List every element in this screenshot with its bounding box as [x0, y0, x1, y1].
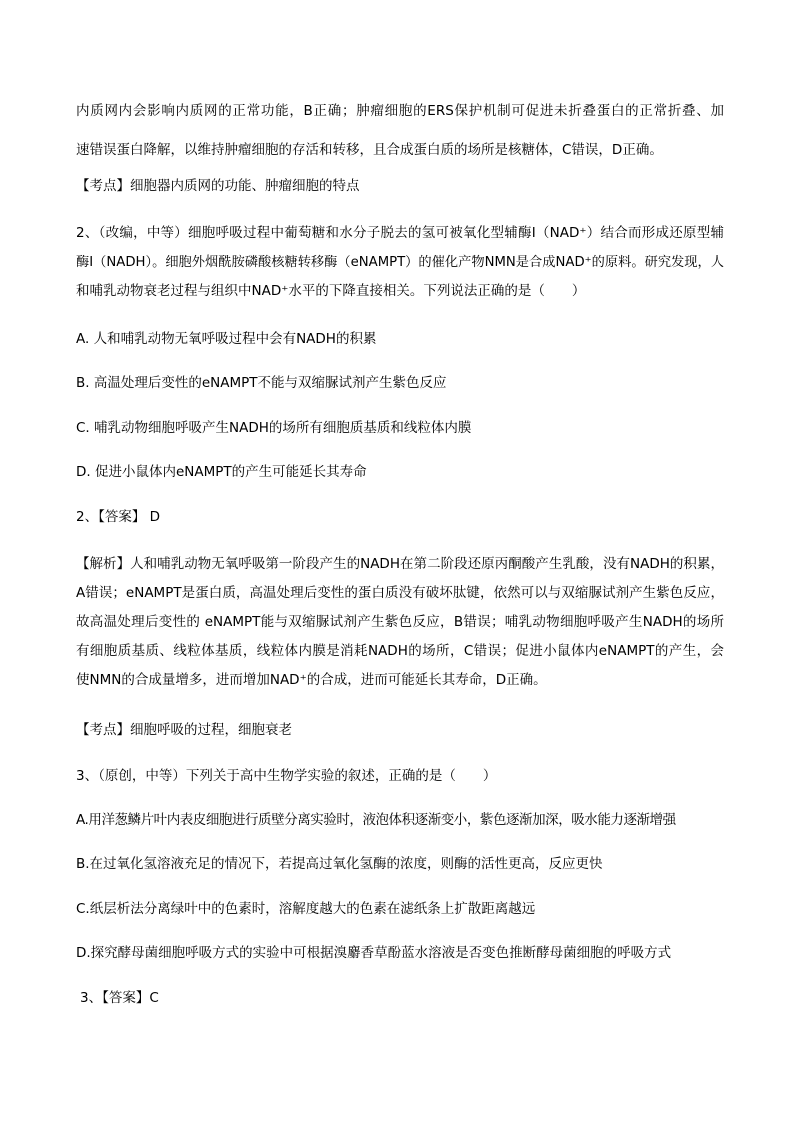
kaodian-1: [76, 172, 724, 201]
question-2-kaodian: 【考点】细胞呼吸的过程，细胞衰老: [76, 722, 292, 738]
question-2-option-b: B. 高温处理后变性的eNAMPT不能与双缩脲试剂产生紫色反应: [76, 375, 447, 391]
text-line: A错误；eNAMPT是蛋白质，高温处理后变性的蛋白质没有破坏肽键，依然可以与双缩脲试剂产生紫色反应，: [76, 585, 724, 601]
analysis-continuation-paragraph: [76, 97, 724, 165]
question-3-option-b: B.在过氧化氢溶液充足的情况下，若提高过氧化氢酶的浓度，则酶的活性更高，反应更快: [76, 856, 603, 872]
text-line: 和哺乳动物衰老过程与组织中NAD⁺水平的下降直接相关。下列说法正确的是（ ）: [76, 283, 586, 299]
question-2-stem: [76, 219, 724, 306]
text-line: 酶Ⅰ（NADH）。细胞外烟酰胺磷酸核糖转移酶（eNAMPT）的催化产物NMN是合成NAD⁺的原料。研究发现，人: [76, 255, 724, 270]
text-line: 内质网内会影响内质网的正常功能，B正确；肿瘤细胞的ERS保护机制可促进未折叠蛋白的正常折叠、加: [76, 103, 724, 119]
question-3-stem: 3、（原创，中等）下列关于高中生物学实验的叙述，正确的是（ ）: [76, 768, 497, 784]
question-3-option-c: C.纸层析法分离绿叶中的色素时，溶解度越大的色素在滤纸条上扩散距离越远: [76, 901, 536, 917]
text-line: 使NMN的合成量增多，进而增加NAD⁺的合成，进而可能延长其寿命，D正确。: [76, 672, 547, 688]
text-line: 2、（改编，中等）细胞呼吸过程中葡萄糖和水分子脱去的氢可被氧化型辅酶Ⅰ（NAD⁺）结合而形成还原型辅: [76, 225, 724, 241]
text-line: 【考点】细胞器内质网的功能、肿瘤细胞的特点: [76, 178, 360, 194]
question-2-option-a: A. 人和哺乳动物无氧呼吸过程中会有NADH的积累: [76, 331, 377, 347]
text-line: 故高温处理后变性的 eNAMPT能与双缩脲试剂产生紫色反应，B错误；哺乳动物细胞呼吸产生NADH的场所: [76, 614, 724, 630]
text-line: 【解析】人和哺乳动物无氧呼吸第一阶段产生的NADH在第二阶段还原丙酮酸产生乳酸，没有NADH的积累，: [76, 556, 724, 572]
question-2-analysis: [76, 550, 724, 695]
question-3-answer: 3、【答案】C: [80, 990, 159, 1006]
question-2-answer: 2、【答案】 D: [76, 509, 161, 525]
question-2-option-d: D. 促进小鼠体内eNAMPT的产生可能延长其寿命: [76, 464, 367, 480]
question-3-option-d: D.探究酵母菌细胞呼吸方式的实验中可根据溴麝香草酚蓝水溶液是否变色推断酵母菌细胞的呼吸方式: [76, 945, 672, 961]
text-line: 速错误蛋白降解，以维持肿瘤细胞的存活和转移，且合成蛋白质的场所是核糖体，C错误，D正确。: [76, 142, 663, 158]
question-2-option-c: C. 哺乳动物细胞呼吸产生NADH的场所有细胞质基质和线粒体内膜: [76, 420, 472, 436]
question-3-option-a: A.用洋葱鳞片叶内表皮细胞进行质壁分离实验时，液泡体积逐渐变小，紫色逐渐加深，吸水能力逐渐增强: [76, 812, 676, 828]
text-line: 有细胞质基质、线粒体基质，线粒体内膜是消耗NADH的场所，C错误；促进小鼠体内eNAMPT的产生，会: [76, 643, 724, 659]
